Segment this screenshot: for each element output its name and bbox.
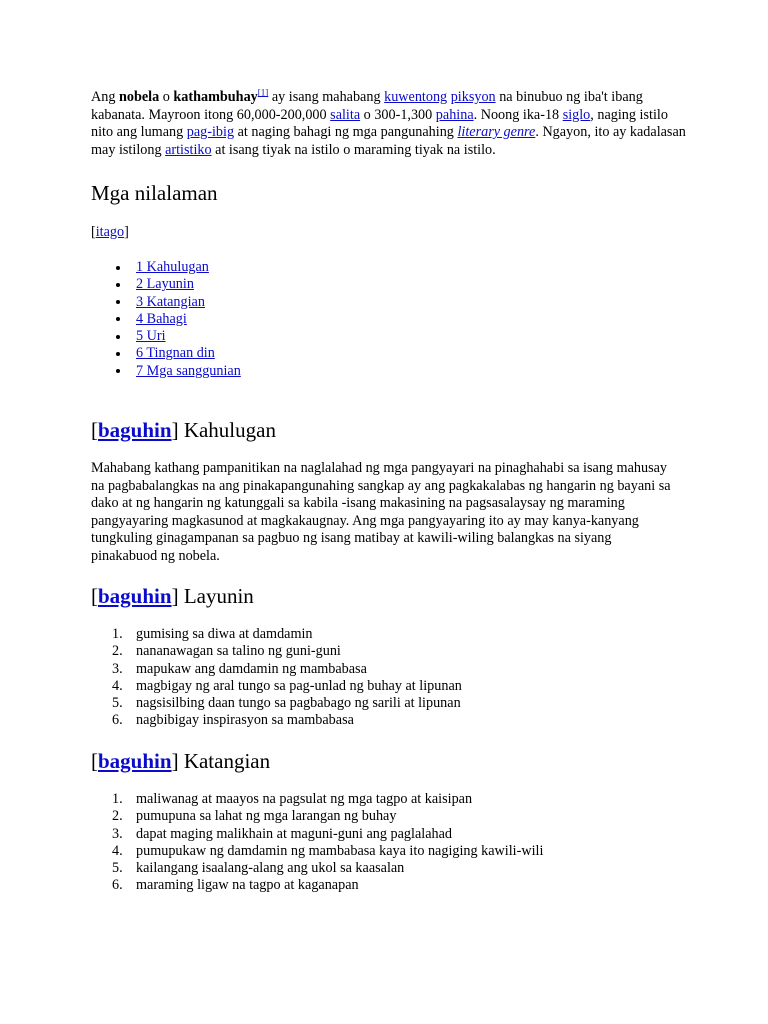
- link-kuwentong[interactable]: kuwentong: [384, 89, 448, 105]
- link-pahina[interactable]: pahina: [435, 106, 474, 123]
- list-item-text: magbigay ng aral tungo sa pag-unlad ng buhay at lipunan: [136, 677, 462, 694]
- toc-list: [91, 259, 241, 380]
- list-item: [91, 695, 462, 712]
- list-number: 5.: [112, 695, 123, 712]
- list-number: 4.: [112, 677, 123, 694]
- bracket: [: [91, 418, 98, 442]
- edit-link-kahulugan[interactable]: baguhin: [98, 418, 172, 442]
- link-artistiko[interactable]: artistiko: [165, 141, 212, 158]
- section-title: Kahulugan: [178, 418, 276, 442]
- list-item-text: dapat maging malikhain at maguni-guni ang paglalahad: [136, 825, 452, 842]
- list-item-text: nagsisilbing daan tungo sa pagbabago ng sarili at lipunan: [136, 695, 461, 712]
- toc-item: [91, 311, 241, 328]
- intro-text: na binubuo ng iba't ibang kabanata. Mayroon itong 60,000-200,000: [91, 89, 643, 123]
- toc-item: [91, 328, 241, 345]
- link-salita[interactable]: salita: [330, 106, 361, 123]
- list-item: [91, 843, 543, 860]
- list-number: 4.: [112, 842, 123, 859]
- intro-bold-kathambuhay: kathambuhay: [173, 89, 258, 105]
- list-item-text: maraming ligaw na tagpo at kaganapan: [136, 877, 359, 894]
- layunin-list: [91, 626, 462, 730]
- toc-link-mga-sanggunian[interactable]: 7 Mga sanggunian: [136, 362, 241, 379]
- list-item: [91, 791, 543, 808]
- bracket: [: [91, 224, 96, 240]
- list-item-text: pumupuna sa lahat ng mga larangan ng buhay: [136, 808, 397, 825]
- link-piksyon[interactable]: piksyon: [450, 89, 496, 105]
- toc-title: Mga nilalaman: [91, 181, 218, 205]
- list-item: [91, 712, 462, 729]
- list-item-text: pumupukaw ng damdamin ng mambabasa kaya ito nagiging kawili-wili: [136, 842, 544, 859]
- toc-item: [91, 294, 241, 311]
- toc-hide-link[interactable]: itago: [95, 224, 125, 240]
- list-number: 1.: [112, 626, 123, 642]
- reference-link-1[interactable]: [1]: [257, 87, 269, 98]
- heading-kahulugan: [91, 418, 276, 442]
- toc-link-layunin[interactable]: 2 Layunin: [136, 276, 194, 293]
- list-item: [91, 661, 462, 678]
- intro-bold-nobela: nobela: [118, 89, 160, 105]
- bracket: ]: [124, 224, 129, 240]
- bracket: ]: [171, 418, 179, 442]
- list-item-text: nananawagan sa talino ng guni-guni: [136, 643, 341, 660]
- list-number: 6.: [112, 877, 123, 894]
- list-item: [91, 860, 543, 877]
- kahulugan-paragraph: Mahabang kathang pampanitikan na naglalahad ng mga pangyayari na pinaghahabi sa isang mahusay na pagbabalangkas na ang pinakapangunahing sangkap ay ang pagkakalabas ng hangarin ng bayani sa dako at ng hangarin ng katunggali sa kabila -isang makasining na pagsasalaysay ng maraming pangyayaring magkasunod at magkakaugnay. Ang mga pangyayaring ito ay may kanya-kanyang tungkuling ginagampanan sa pagbuo ng isang matibay at kawili-wiling balangkas na siyang pinakabuod ng nobela.: [91, 460, 671, 564]
- list-number: 6.: [112, 712, 123, 729]
- bracket: [: [91, 584, 98, 608]
- bracket: ]: [171, 584, 179, 608]
- list-item-text: mapukaw ang damdamin ng mambabasa: [136, 660, 367, 677]
- link-siglo[interactable]: siglo: [562, 106, 591, 123]
- list-item: [91, 826, 543, 843]
- intro-text: at naging bahagi ng mga pangunahing: [234, 124, 458, 140]
- toc-link-uri[interactable]: 5 Uri: [136, 328, 166, 345]
- list-number: 5.: [112, 860, 123, 877]
- toc-link-kahulugan[interactable]: 1 Kahulugan: [136, 259, 209, 275]
- list-item-text: kailangang isaalang-alang ang ukol sa kaasalan: [136, 860, 405, 877]
- intro-text: ay isang mahabang: [268, 89, 385, 105]
- heading-katangian: [91, 749, 270, 773]
- list-item: [91, 877, 543, 894]
- list-item: [91, 808, 543, 825]
- katangian-list: [91, 791, 543, 895]
- list-number: 2.: [112, 643, 123, 660]
- toc-item: [91, 345, 241, 362]
- list-item-text: nagbibigay inspirasyon sa mambabasa: [136, 712, 354, 729]
- list-item-text: maliwanag at maayos na pagsulat ng mga tagpo at kaisipan: [136, 791, 473, 807]
- heading-layunin: [91, 584, 254, 608]
- toc-toggle: [91, 224, 129, 242]
- edit-link-katangian[interactable]: baguhin: [98, 749, 172, 773]
- list-item-text: gumising sa diwa at damdamin: [136, 626, 313, 642]
- toc-link-bahagi[interactable]: 4 Bahagi: [136, 310, 187, 327]
- intro-paragraph: [91, 89, 691, 159]
- intro-text: . Noong ika-18: [473, 106, 563, 123]
- list-item: [91, 626, 462, 643]
- toc-link-katangian[interactable]: 3 Katangian: [136, 293, 205, 310]
- section-title: Layunin: [178, 584, 254, 608]
- intro-text: , naging istilo nito ang lumang: [91, 106, 668, 140]
- link-pag-ibig[interactable]: pag-ibig: [186, 124, 235, 140]
- bracket: ]: [171, 749, 179, 773]
- edit-link-layunin[interactable]: baguhin: [98, 584, 172, 608]
- toc-item: [91, 259, 241, 276]
- list-number: 2.: [112, 808, 123, 825]
- list-number: 1.: [112, 791, 123, 807]
- intro-text: o 300-1,300: [360, 106, 436, 123]
- list-number: 3.: [112, 660, 123, 677]
- toc-link-tingnan-din[interactable]: 6 Tingnan din: [136, 345, 215, 362]
- bracket: [: [91, 749, 98, 773]
- intro-text: Ang: [91, 89, 119, 105]
- intro-text: at isang tiyak na istilo o maraming tiyak na istilo.: [211, 141, 496, 158]
- intro-text: . Ngayon, ito ay kadalasan may istilong: [91, 124, 686, 158]
- list-item: [91, 678, 462, 695]
- link-literary-genre[interactable]: literary genre: [457, 124, 536, 140]
- intro-text: o: [159, 89, 174, 105]
- list-item: [91, 643, 462, 660]
- list-number: 3.: [112, 825, 123, 842]
- toc-item: [91, 363, 241, 380]
- toc-item: [91, 276, 241, 293]
- section-title: Katangian: [178, 749, 271, 773]
